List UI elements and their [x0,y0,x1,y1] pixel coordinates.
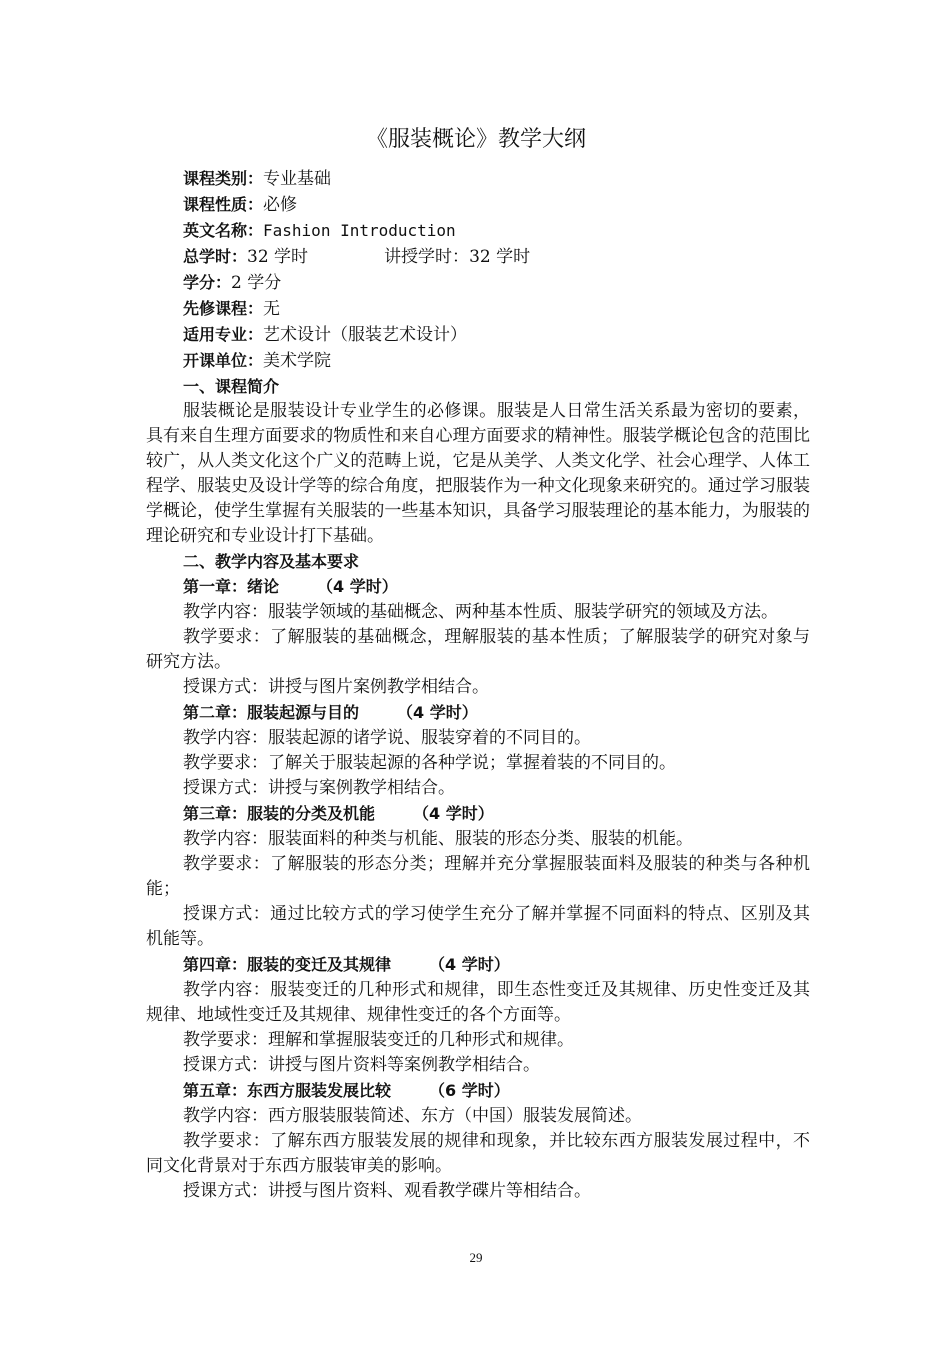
chapter-method: 授课方式：通过比较方式的学习使学生充分了解并掌握不同面料的特点、区别及其机能等。 [146,904,810,949]
meta-value: 美术学院 [263,351,332,371]
chapter-content: 教学内容：服装起源的诸学说、服装穿着的不同目的。 [183,728,591,748]
document-title: 《服装概论》教学大纲 [365,127,586,152]
chapter-content: 教学内容：西方服装服装简述、东方（中国）服装发展简述。 [183,1106,642,1126]
meta-value: 无 [263,299,281,319]
document-body [146,166,810,1204]
meta-value: 必修 [263,195,298,215]
meta-label: 适用专业： [183,325,264,344]
chapter-method: 授课方式：讲授与案例教学相结合。 [183,778,455,798]
section-paragraph: 服装概论是服装设计专业学生的必修课。服装是人日常生活关系最为密切的要素，具有来自生理方面要求的物质性和来自心理方面要求的精神性。服装学概论包含的范围比较广，从人类文化这个广义的范畴上说，它是从美学、人类文化学、社会心理学、人体工程学、服装史及设计学等的综合角度，把服装作为一种文化现象来研究的。通过学习服装学概论，使学生掌握有关服装的一些基本知识，具备学习服装理论的基本能力，为服装的理论研究和专业设计打下基础。 [146,401,810,546]
section-heading: 一、课程简介 [183,377,280,396]
meta-value: 32 学时 [247,247,309,267]
chapter-title: 第三章：服装的分类及机能 [183,804,376,823]
chapter-hours: （4 学时） [429,955,510,974]
page-number: 29 [469,1250,483,1265]
meta-label: 讲授学时： [384,247,470,267]
chapter-heading [146,801,810,827]
meta-label: 先修课程： [183,299,264,318]
chapter-requirement: 教学要求：了解关于服装起源的各种学说；掌握着装的不同目的。 [183,753,676,773]
chapter-title: 第四章：服装的变迁及其规律 [183,955,392,974]
chapter-hours: （6 学时） [429,1081,510,1100]
chapter-title: 第二章：服装起源与目的 [183,703,360,722]
meta-value: 艺术设计（服装艺术设计） [263,325,468,345]
chapter-requirement: 教学要求：了解服装的基础概念，理解服装的基本性质；了解服装学的研究对象与研究方法。 [146,627,810,672]
meta-english-name [146,218,810,244]
meta-label: 学分： [183,273,232,292]
chapter-requirement: 教学要求：了解东西方服装发展的规律和现象，并比较东西方服装发展过程中，不同文化背景对于东西方服装审美的影响。 [146,1131,810,1176]
section-heading: 二、教学内容及基本要求 [183,552,360,571]
meta-category [146,166,810,192]
chapter-hours: （4 学时） [317,577,398,596]
meta-value: 专业基础 [263,169,332,189]
chapter-content: 教学内容：服装学领域的基础概念、两种基本性质、服装学研究的领域及方法。 [183,602,778,622]
chapter-hours: （4 学时） [413,804,494,823]
meta-credits [146,270,810,296]
chapter-requirement: 教学要求：了解服装的形态分类；理解并充分掌握服装面料及服装的种类与各种机能； [146,854,810,899]
meta-label: 开课单位： [183,351,264,370]
chapter-title: 第一章：绪论 [183,577,280,596]
meta-nature [146,192,810,218]
meta-prereq [146,296,810,322]
chapter-heading [146,700,810,726]
chapter-heading [146,1078,810,1104]
chapter-method: 授课方式：讲授与图片资料等案例教学相结合。 [183,1055,540,1075]
chapter-content: 教学内容：服装面料的种类与机能、服装的形态分类、服装的机能。 [183,829,693,849]
chapter-method: 授课方式：讲授与图片资料、观看教学碟片等相结合。 [183,1181,591,1201]
meta-value: Fashion Introduction [263,221,456,240]
meta-label: 课程类别： [183,169,264,188]
chapter-heading [146,952,810,978]
meta-label: 总学时： [183,247,248,266]
meta-value: 2 学分 [231,273,282,293]
chapter-content: 教学内容：服装变迁的几种形式和规律，即生态性变迁及其规律、历史性变迁及其规律、地域性变迁及其规律、规律性变迁的各个方面等。 [146,980,810,1025]
chapter-hours: （4 学时） [397,703,478,722]
chapter-title: 第五章：东西方服装发展比较 [183,1081,392,1100]
chapter-method: 授课方式：讲授与图片案例教学相结合。 [183,677,489,697]
meta-label: 课程性质： [183,195,264,214]
meta-hours [146,244,810,270]
meta-unit [146,348,810,374]
chapter-requirement: 教学要求：理解和掌握服装变迁的几种形式和规律。 [183,1030,574,1050]
chapter-heading [146,574,810,600]
meta-major [146,322,810,348]
meta-value: 32 学时 [469,247,531,267]
meta-label: 英文名称： [183,221,264,240]
